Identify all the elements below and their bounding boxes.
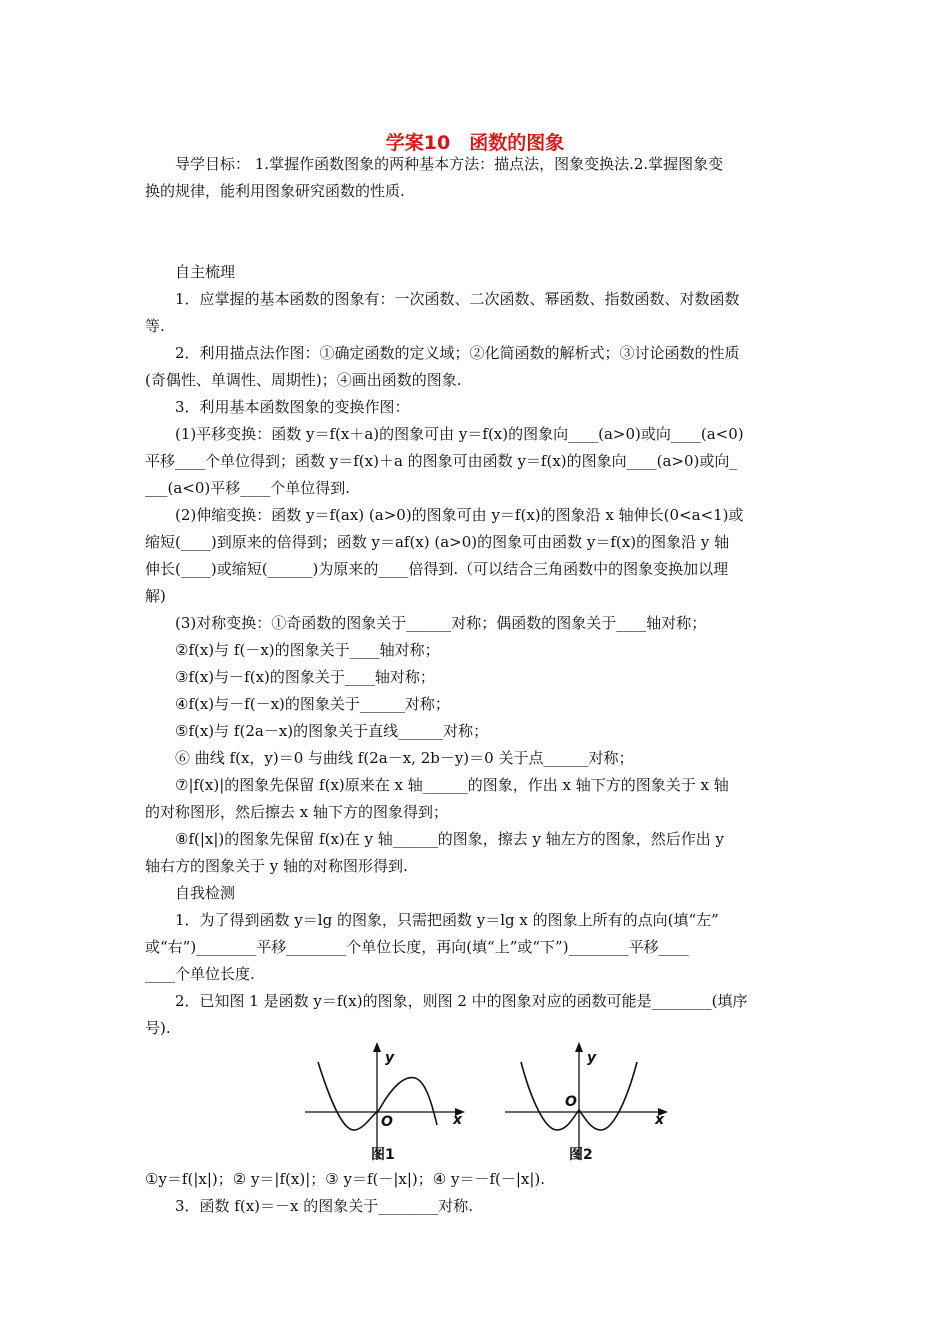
text-line: (2)伸缩变换：函数 y＝f(ax) (a>0)的图象可由 y＝f(x)的图象沿 x 轴伸长(0<a<1)或 <box>175 506 744 524</box>
text-line: 1．应掌握的基本函数的图象有：一次函数、二次函数、幂函数、指数函数、对数函数 <box>175 290 740 308</box>
text-line: 3．利用基本函数图象的变换作图： <box>175 398 410 416</box>
text-line: ⑧f(|x|)的图象先保留 f(x)在 y 轴______的图象，擦去 y 轴左方的图象，然后作出 y <box>175 830 725 848</box>
text-line <box>145 232 805 259</box>
text-line: ①y＝f(|x|)；② y＝|f(x)|；③ y＝f(－|x|)；④ y＝－f(－|x|). <box>145 1170 546 1188</box>
text-line <box>145 205 805 232</box>
page-title: 学案10 函数的图象 <box>385 132 565 154</box>
figure-2-y-label: y <box>587 1050 597 1066</box>
text-line: ④f(x)与－f(－x)的图象关于______对称； <box>175 695 450 713</box>
text-line: 导学目标： 1.掌握作函数图象的两种基本方法：描点法，图象变换法.2.掌握图象变 <box>175 155 724 173</box>
text-line: ③f(x)与－f(x)的图象关于____轴对称； <box>175 668 435 686</box>
text-line: 3．函数 f(x)＝－x 的图象关于________对称. <box>175 1197 474 1215</box>
text-line: 1．为了得到函数 y＝lg 的图象，只需把函数 y＝lg x 的图象上所有的点向(填“左” <box>175 911 719 929</box>
figure-2-caption: 图2 <box>569 1147 593 1163</box>
text-line: ____个单位长度. <box>145 965 255 983</box>
text-line: 轴右方的图象关于 y 轴的对称图形得到. <box>145 857 408 875</box>
text-line: 伸长(____)或缩短(______)为原来的____倍得到.（可以结合三角函数中的图象变换加以理 <box>145 560 729 578</box>
text-line: (奇偶性、单调性、周期性)；④画出函数的图象. <box>145 371 462 389</box>
figure-2 <box>505 1040 675 1170</box>
after-figure-text <box>145 1166 805 1220</box>
text-line: 平移____个单位得到；函数 y＝f(x)＋a 的图象可由函数 y＝f(x)的图象向____(a>0)或向_ <box>145 452 737 470</box>
text-line: 2．已知图 1 是函数 y＝f(x)的图象，则图 2 中的图象对应的函数可能是________(填序 <box>175 992 748 1010</box>
figure-1-x-label: x <box>453 1112 463 1128</box>
text-line: 自主梳理 <box>175 263 236 281</box>
figure-2-origin-label: O <box>565 1094 577 1110</box>
text-line: 自我检测 <box>175 884 236 902</box>
text-line: ②f(x)与 f(－x)的图象关于____轴对称； <box>175 641 440 659</box>
figure-1-caption: 图1 <box>371 1147 395 1163</box>
figure-2-x-label: x <box>655 1112 665 1128</box>
text-line: 等. <box>145 317 165 335</box>
text-line: ⑤f(x)与 f(2a－x)的图象关于直线______对称； <box>175 722 489 740</box>
main-text <box>145 151 805 1042</box>
text-line: 号). <box>145 1019 171 1037</box>
text-line: 解) <box>145 587 166 605</box>
text-line: 的对称图形，然后擦去 x 轴下方的图象得到； <box>145 803 448 821</box>
text-line: 2．利用描点法作图：①确定函数的定义域；②化简函数的解析式；③讨论函数的性质 <box>175 344 740 362</box>
figure-1-y-label: y <box>385 1050 395 1066</box>
text-line: 或“右”)________平移________个单位长度，再向(填“上”或“下”)________平移____ <box>145 938 689 956</box>
text-line: 换的规律，能利用图象研究函数的性质. <box>145 182 405 200</box>
text-line: (3)对称变换：①奇函数的图象关于______对称；偶函数的图象关于____轴对称； <box>175 614 707 632</box>
figure-1-origin-label: O <box>381 1114 393 1130</box>
text-line: 缩短(____)到原来的倍得到；函数 y＝af(x) (a>0)的图象可由函数 y＝f(x)的图象沿 y 轴 <box>145 533 730 551</box>
text-line: ___(a<0)平移____个单位得到. <box>145 479 351 497</box>
figure-1 <box>305 1040 470 1170</box>
text-line: (1)平移变换：函数 y＝f(x＋a)的图象可由 y＝f(x)的图象向____(a>0)或向____(a<0) <box>175 425 744 443</box>
text-line: ⑦|f(x)|的图象先保留 f(x)原来在 x 轴______的图象，作出 x 轴下方的图象关于 x 轴 <box>175 776 729 794</box>
text-line: ⑥ 曲线 f(x，y)＝0 与曲线 f(2a－x, 2b－y)＝0 关于点______对称； <box>175 749 634 767</box>
